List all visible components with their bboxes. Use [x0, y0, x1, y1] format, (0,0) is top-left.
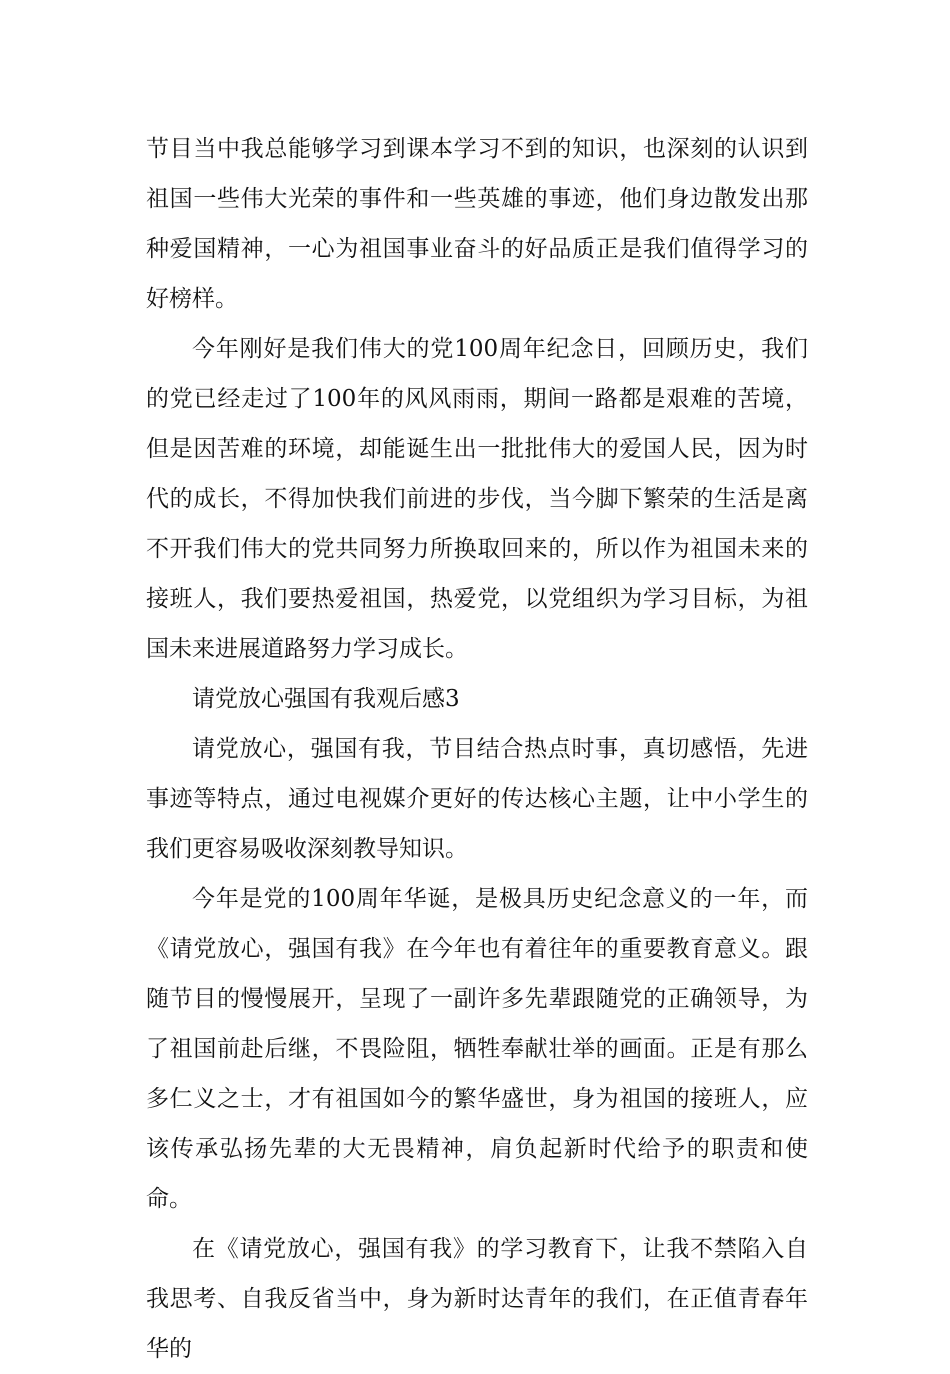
paragraph-2: 今年刚好是我们伟大的党100周年纪念日，回顾历史，我们的党已经走过了100年的风风雨雨，期间一路都是艰难的苦境，但是因苦难的环境，却能诞生出一批批伟大的爱国人民，因为时代的成长，不得加快我们前进的步伐，当今脚下繁荣的生活是离不开我们伟大的党共同努力所换取回来的，所以作为祖国未来的接班人，我们要热爱祖国，热爱党，以党组织为学习目标，为祖国未来进展道路努力学习成长。	[146, 336, 808, 662]
paragraph-3: 请党放心，强国有我，节目结合热点时事，真切感悟，先进事迹等特点，通过电视媒介更好的传达核心主题，让中小学生的我们更容易吸收深刻教导知识。	[146, 736, 808, 862]
paragraph-1: 节目当中我总能够学习到课本学习不到的知识，也深刻的认识到祖国一些伟大光荣的事件和一些英雄的事迹，他们身边散发出那种爱国精神，一心为祖国事业奋斗的好品质正是我们值得学习的好榜样。	[146, 136, 808, 312]
document-body	[146, 124, 808, 1374]
paragraph-5: 在《请党放心，强国有我》的学习教育下，让我不禁陷入自我思考、自我反省当中，身为新时达青年的我们，在正值青春年华的	[146, 1236, 808, 1362]
section-heading: 请党放心强国有我观后感3	[192, 686, 460, 712]
paragraph-4: 今年是党的100周年华诞，是极具历史纪念意义的一年，而《请党放心，强国有我》在今年也有着往年的重要教育意义。跟随节目的慢慢展开，呈现了一副许多先辈跟随党的正确领导，为了祖国前赴后继，不畏险阻，牺牲奉献壮举的画面。正是有那么多仁义之士，才有祖国如今的繁华盛世，身为祖国的接班人，应该传承弘扬先辈的大无畏精神，肩负起新时代给予的职责和使命。	[146, 886, 808, 1212]
